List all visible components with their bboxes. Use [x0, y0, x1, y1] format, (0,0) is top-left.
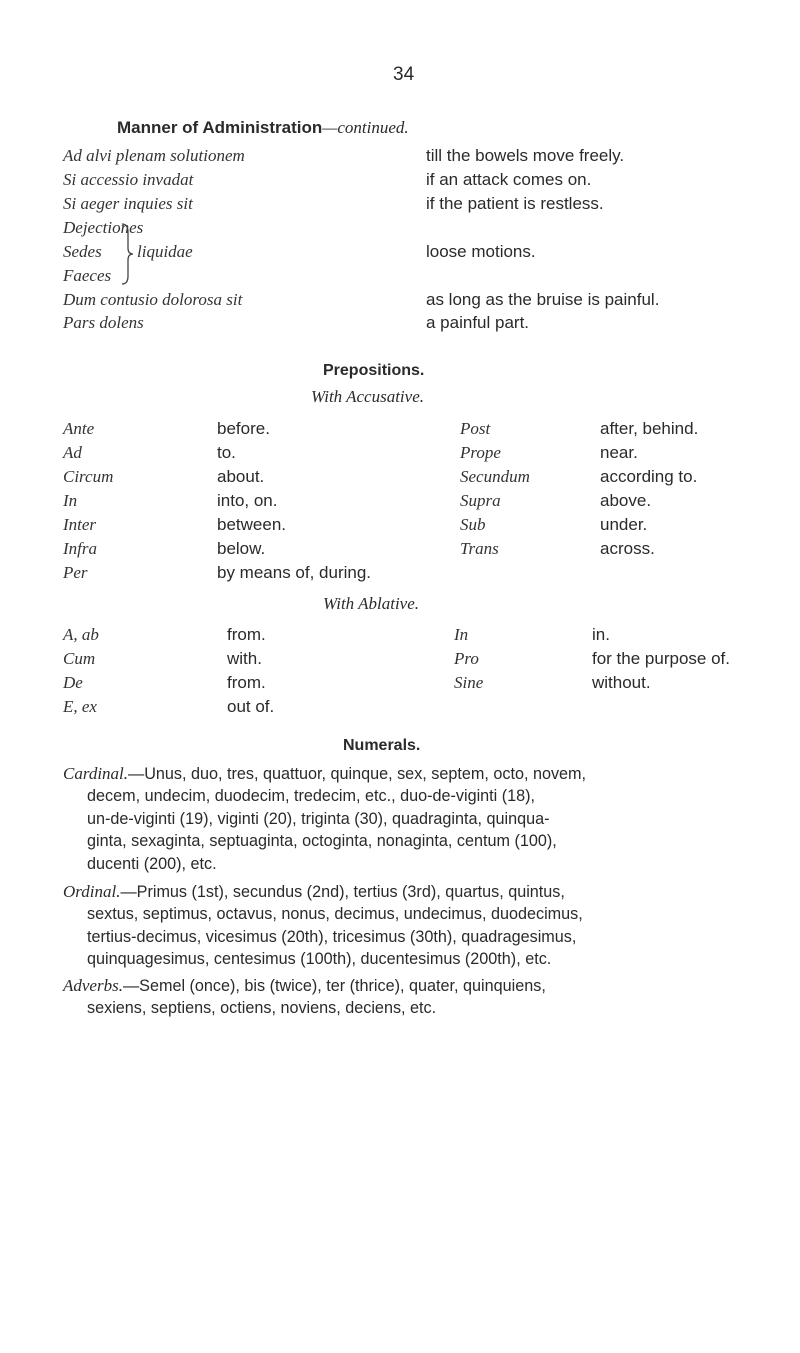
ordinal-line: tertius-decimus, vicesimus (20th), tricesimus (30th), quadragesimus,: [87, 927, 577, 946]
prep-latin: Circum: [63, 467, 114, 486]
adverbs-line: sexiens, septiens, octiens, noviens, deciens, etc.: [87, 999, 437, 1018]
adverbs-line: —Semel (once), bis (twice), ter (thrice), quater, quinquiens,: [122, 977, 546, 995]
cardinal-line: —Unus, duo, tres, quattuor, quinque, sex, septem, octo, novem,: [128, 765, 587, 783]
prep-latin: E, ex: [63, 697, 97, 716]
admin-latin: Dum contusio dolorosa sit: [63, 290, 243, 309]
admin-english: a painful part.: [426, 313, 530, 332]
brace-item: Dejectiones: [63, 218, 144, 237]
prep-latin: Sub: [460, 515, 486, 534]
prep-english: below.: [217, 539, 266, 558]
prep-english: before.: [217, 419, 270, 438]
admin-latin: Si aeger inquies sit: [63, 194, 193, 213]
prep-english: by means of, during.: [217, 563, 372, 582]
admin-latin: Si accessio invadat: [63, 170, 194, 189]
prep-english: into, on.: [217, 491, 278, 510]
prep-english: from.: [227, 673, 266, 692]
prep-latin: De: [63, 673, 83, 692]
adverbs-paragraph: [63, 975, 753, 1020]
prep-latin: Infra: [63, 539, 97, 558]
cardinal-label: Cardinal.: [63, 764, 129, 783]
ordinal-line: —Primus (1st), secundus (2nd), tertius (3rd), quartus, quintus,: [120, 883, 565, 901]
prep-latin: Trans: [460, 539, 499, 558]
prep-latin: In: [63, 491, 78, 510]
prep-english: to.: [217, 443, 236, 462]
prep-english: under.: [600, 515, 648, 534]
brace-symbol: [120, 222, 136, 286]
prep-english: about.: [217, 467, 265, 486]
cardinal-line: ginta, sexaginta, septuaginta, octoginta, nonaginta, centum (100),: [87, 832, 557, 851]
brace-item: Sedes: [63, 242, 102, 261]
brace-shared: liquidae: [137, 242, 193, 261]
prep-latin: Prope: [460, 443, 501, 462]
prep-latin: Cum: [63, 649, 96, 668]
brace-english: loose motions.: [426, 242, 536, 261]
admin-english: till the bowels move freely.: [426, 146, 625, 165]
cardinal-line: ducenti (200), etc.: [87, 854, 217, 873]
admin-english: as long as the bruise is painful.: [426, 290, 660, 309]
cardinal-line: decem, undecim, duodecim, tredecim, etc., duo-de-viginti (18),: [87, 787, 536, 806]
prep-latin: A, ab: [63, 625, 99, 644]
section-heading: [117, 118, 409, 138]
heading-suffix: —continued.: [322, 118, 409, 137]
admin-latin: Ad alvi plenam solutionem: [63, 146, 245, 165]
ordinal-paragraph: [63, 881, 753, 971]
prep-english: from.: [227, 625, 266, 644]
cardinal-paragraph: [63, 763, 753, 875]
prep-english: near.: [600, 443, 638, 462]
page-number: 34: [393, 64, 415, 85]
prep-english: after, behind.: [600, 419, 699, 438]
ordinal-line: quinquagesimus, centesimus (100th), ducentesimus (200th), etc.: [87, 950, 552, 969]
prep-english: without.: [592, 673, 651, 692]
cardinal-line: un-de-viginti (19), viginti (20), triginta (30), quadraginta, quinqua-: [87, 809, 550, 828]
prep-latin: In: [454, 625, 469, 644]
prep-latin: Sine: [454, 673, 484, 692]
prep-english: in.: [592, 625, 610, 644]
ordinal-label: Ordinal.: [63, 882, 121, 901]
prep-english: between.: [217, 515, 286, 534]
accusative-title: With Accusative.: [311, 387, 424, 406]
adverbs-label: Adverbs.: [63, 976, 123, 995]
admin-english: if an attack comes on.: [426, 170, 592, 189]
admin-english: if the patient is restless.: [426, 194, 604, 213]
prep-english: across.: [600, 539, 655, 558]
prep-latin: Secundum: [460, 467, 530, 486]
prep-english: out of.: [227, 697, 275, 716]
prep-english: for the purpose of.: [592, 649, 730, 668]
prep-latin: Inter: [63, 515, 97, 534]
prep-latin: Ad: [63, 443, 82, 462]
brace-item: Faeces: [63, 266, 112, 285]
prep-latin: Pro: [454, 649, 479, 668]
prep-latin: Ante: [63, 419, 95, 438]
prep-english: above.: [600, 491, 652, 510]
ablative-title: With Ablative.: [323, 594, 420, 613]
prepositions-title: Prepositions.: [323, 362, 425, 379]
numerals-title: Numerals.: [343, 737, 421, 754]
prep-english: with.: [227, 649, 262, 668]
heading-title: Manner of Administration: [117, 118, 323, 137]
ordinal-line: sextus, septimus, octavus, nonus, decimus, undecimus, duodecimus,: [87, 905, 583, 924]
prep-latin: Post: [460, 419, 491, 438]
prep-english: according to.: [600, 467, 698, 486]
prep-latin: Supra: [460, 491, 501, 510]
admin-latin: Pars dolens: [63, 313, 144, 332]
prep-latin: Per: [63, 563, 88, 582]
